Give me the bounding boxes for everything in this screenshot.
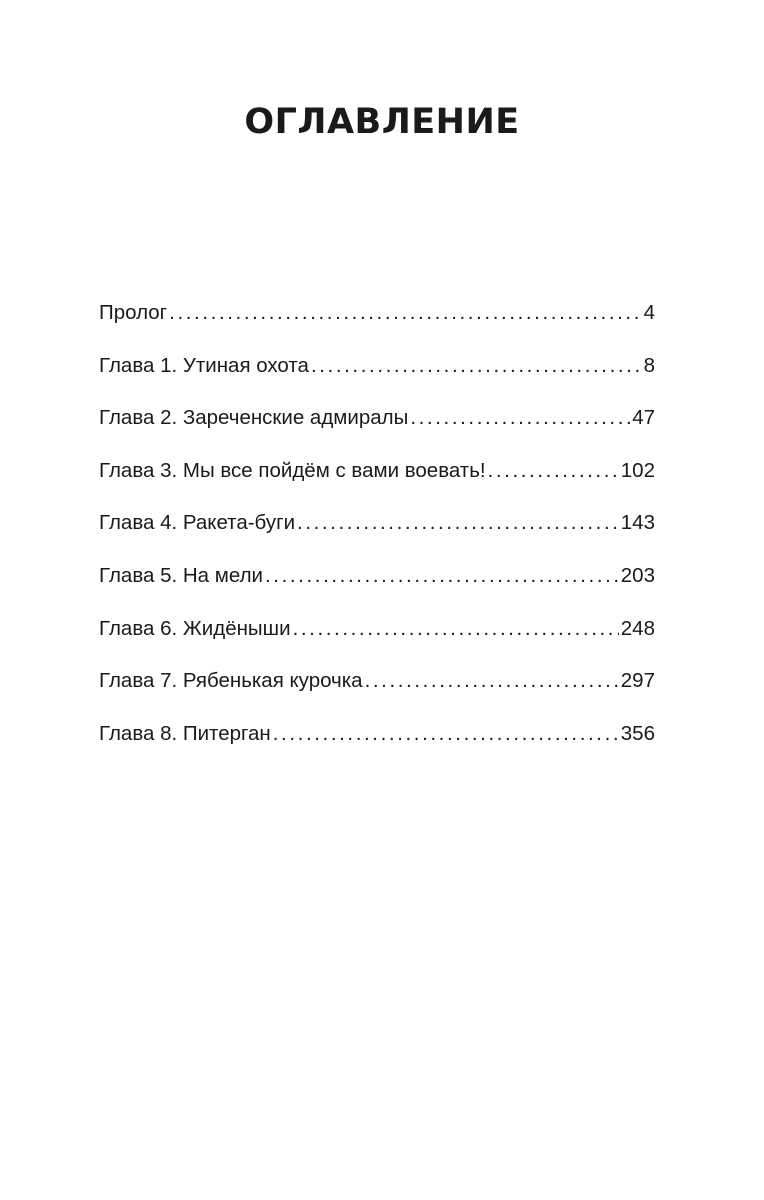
toc-entry	[99, 349, 655, 402]
dot-leader	[311, 349, 642, 383]
toc-entry	[99, 506, 655, 559]
toc-entry-page-number: 203	[620, 563, 655, 587]
table-of-contents	[99, 296, 655, 769]
toc-entry-page-number: 8	[643, 353, 655, 377]
dot-leader	[265, 559, 619, 593]
toc-entry-page-number: 4	[643, 301, 655, 324]
toc-entry	[99, 612, 655, 665]
toc-entry	[99, 454, 655, 507]
dot-leader	[365, 664, 619, 698]
dot-leader	[297, 506, 619, 540]
toc-entry-label: Глава 4. Ракета-буги	[99, 511, 296, 535]
toc-entry-label: Глава 2. Зареченские адмиралы	[99, 406, 409, 430]
page-title: ОГЛАВЛЕНИЕ	[244, 102, 520, 142]
dot-leader	[293, 612, 619, 646]
dot-leader	[169, 296, 641, 330]
toc-entry	[99, 296, 655, 349]
toc-entry-label: Глава 6. Жидёныши	[99, 616, 291, 640]
toc-entry-label: Глава 3. Мы все пойдём с вами воевать!	[99, 458, 486, 482]
toc-entry-label: Пролог	[99, 301, 168, 324]
dot-leader	[273, 717, 619, 751]
dot-leader	[488, 454, 619, 488]
toc-entry	[99, 664, 655, 717]
toc-entry-page-number: 47	[632, 406, 655, 430]
toc-entry-page-number: 102	[620, 458, 655, 482]
toc-entry-label: Глава 1. Утиная охота	[99, 353, 309, 377]
toc-entry	[99, 717, 655, 770]
toc-entry-page-number: 297	[620, 669, 655, 693]
toc-entry	[99, 401, 655, 454]
toc-entry-label: Глава 8. Питерган	[99, 721, 271, 745]
toc-entry-label: Глава 7. Рябенькая курочка	[99, 669, 363, 693]
dot-leader	[410, 401, 630, 435]
toc-entry-page-number: 356	[620, 721, 655, 745]
toc-entry-label: Глава 5. На мели	[99, 563, 263, 587]
toc-entry-page-number: 248	[620, 616, 655, 640]
toc-entry-page-number: 143	[620, 511, 655, 535]
toc-entry	[99, 559, 655, 612]
